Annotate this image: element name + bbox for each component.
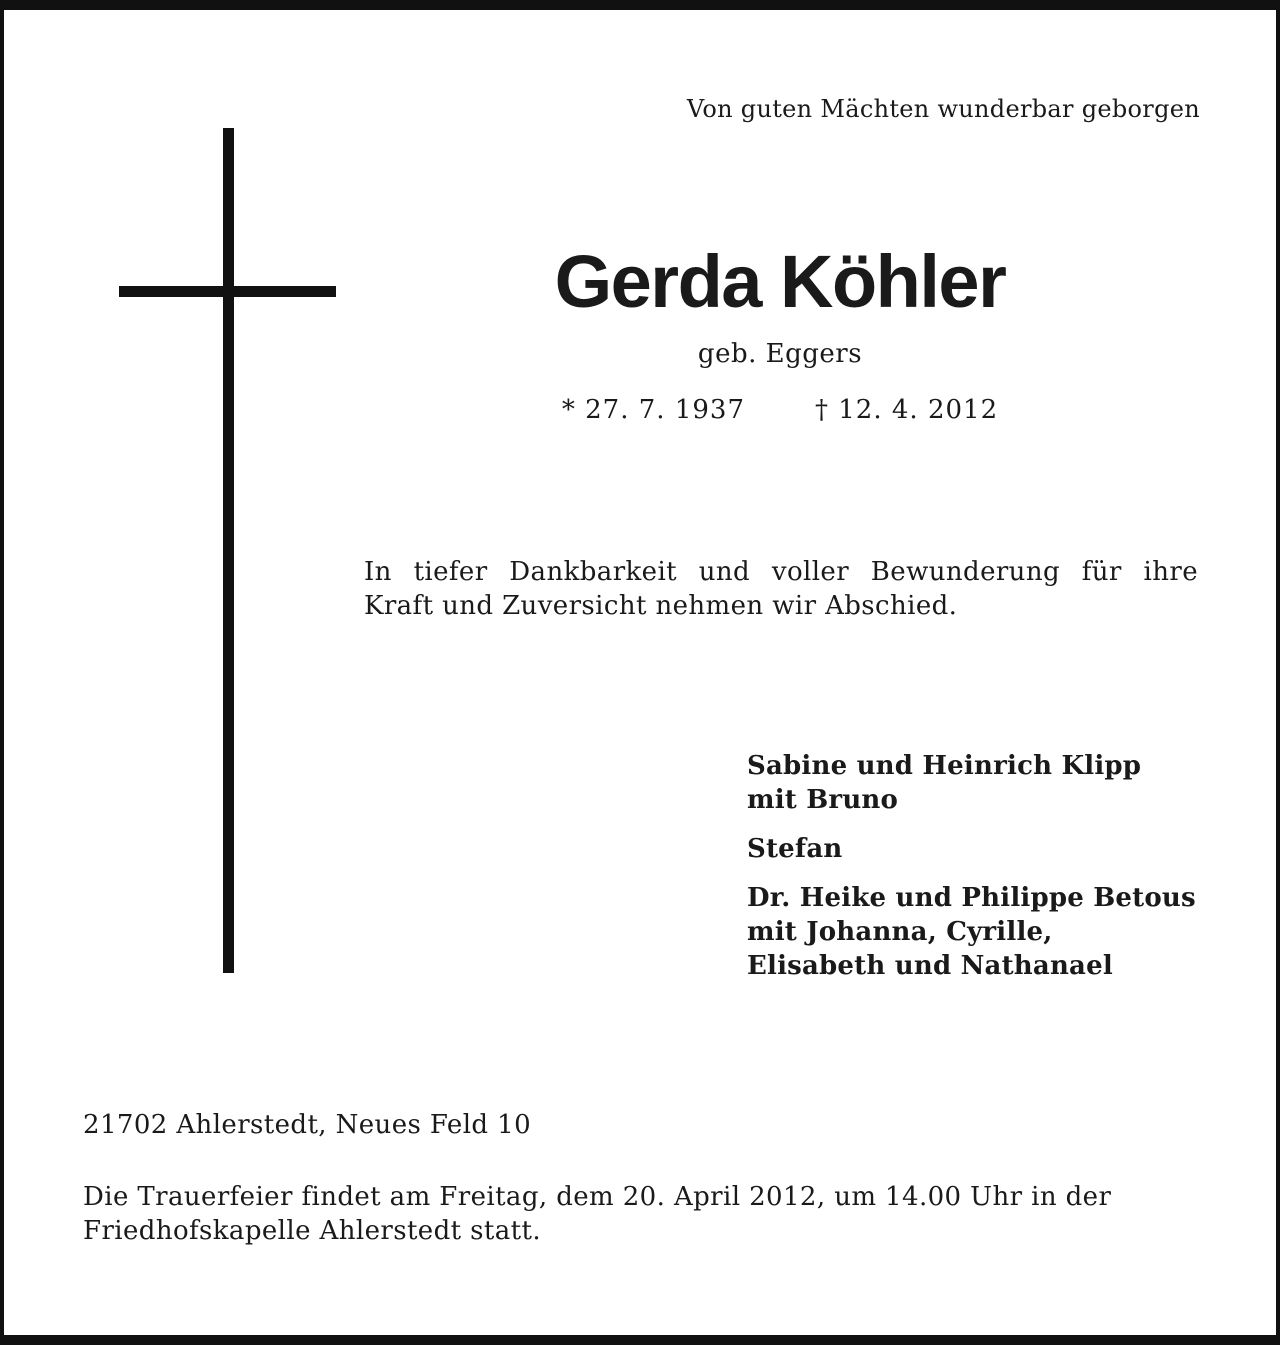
mourners-list — [747, 749, 1196, 998]
deceased-name: Gerda Köhler — [554, 240, 1006, 323]
mourner-group — [747, 881, 1196, 983]
service-line: Friedhofskapelle Ahlerstedt statt. — [83, 1216, 541, 1246]
mourner-line: Elisabeth und Nathanael — [747, 951, 1113, 981]
cross-icon — [223, 128, 234, 973]
death-date: † 12. 4. 2012 — [815, 395, 999, 425]
service-info — [83, 1180, 1193, 1248]
mourner-line: mit Bruno — [747, 785, 899, 815]
mourner-group — [747, 749, 1196, 817]
mourner-group — [747, 832, 1196, 866]
birth-date: * 27. 7. 1937 — [561, 395, 745, 425]
farewell-line: In tiefer Dankbarkeit und voller Bewunderung für ihre — [364, 557, 1198, 587]
service-line: Die Trauerfeier findet am Freitag, dem 20. April 2012, um 14.00 Uhr in der — [83, 1182, 1112, 1212]
mourner-line: mit Johanna, Cyrille, — [747, 917, 1053, 947]
farewell-line: Kraft und Zuversicht nehmen wir Abschied. — [364, 591, 958, 621]
address: 21702 Ahlerstedt, Neues Feld 10 — [83, 1110, 532, 1140]
maiden-name: geb. Eggers — [697, 339, 863, 369]
mourner-line: Sabine und Heinrich Klipp — [747, 751, 1142, 781]
mourner-line: Stefan — [747, 834, 843, 864]
motto: Von guten Mächten wunderbar geborgen — [686, 95, 1200, 123]
life-dates — [430, 395, 1130, 425]
mourner-line: Dr. Heike und Philippe Betous — [747, 883, 1196, 913]
cross-icon-bar — [119, 286, 336, 297]
farewell-text — [364, 555, 1198, 623]
